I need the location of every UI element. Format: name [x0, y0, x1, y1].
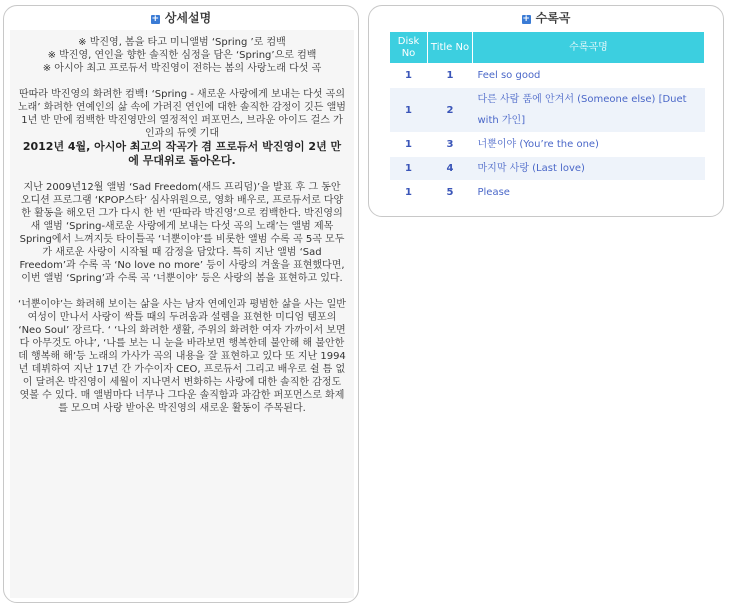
tracklist-panel	[368, 5, 724, 217]
col-title-no: Title No	[428, 32, 473, 64]
table-row	[390, 181, 705, 205]
tracklist-panel-header	[369, 6, 723, 30]
plus-icon: +	[522, 14, 530, 24]
tracklist-table	[389, 31, 705, 205]
headline: 2012년 4월, 아시아 최고의 작곡가 겸 프로듀서 박진영이 2년 만에 무대위로 돌아온다.	[22, 140, 342, 167]
disk-no: 1	[390, 157, 428, 181]
disk-no: 1	[390, 181, 428, 205]
disk-no: 1	[390, 133, 428, 157]
plus-icon: +	[151, 14, 160, 24]
detail-panel-header	[4, 6, 358, 30]
intro-paragraph: 딴따라 박진영의 화려한 컴백! ‘Spring - 새로운 사랑에게 보내는 다섯 곡의 노래’ 화려한 연예인의 삶 속에 가려진 연인에 대한 솔직한 감정이 깃든 앨범 1년 반 만에 컴백한 박진영만의 열정적인 퍼포먼스, 브라운 아이드 걸스 가인과의 듀엣 기대	[18, 89, 346, 139]
track-title-link[interactable]: 마지막 사랑 (Last love)	[473, 157, 705, 181]
table-row	[390, 157, 705, 181]
track-title-link[interactable]: 다른 사람 품에 안겨서 (Someone else) [Duet with 가인]	[473, 88, 705, 133]
table-row	[390, 64, 705, 88]
detail-description	[10, 30, 354, 598]
tracklist-title: 수록곡	[535, 11, 571, 25]
track-title-link[interactable]: 너뿐이야 (You’re the one)	[473, 133, 705, 157]
detail-panel	[3, 5, 359, 603]
tracklist-header-row	[390, 32, 705, 64]
disk-no: 1	[390, 64, 428, 88]
disk-no: 1	[390, 88, 428, 133]
title-no: 5	[428, 181, 473, 205]
track-title-link[interactable]: Feel so good	[473, 64, 705, 88]
body-paragraph-1: 지난 2009년12월 앨범 ‘Sad Freedom(새드 프리덤)’을 발표 후 그 동안 오디션 프로그램 ‘KPOP스타’ 심사위원으로, 영화 배우로, 프로듀서로 다양한 활동을 해오던 그가 다시 한 번 ‘딴따라 박진영’으로 컴백한다. 박진영의 새 앨범 ‘Spring-새로운 사랑에게 보내는 다섯 곡의 노래’는 앨범 제목 Spring에서 느껴지듯 타이틀곡 ‘너뿐이야’를 비롯한 앨범 수록 곡 5곡 모두가 새로운 사랑이 시작될 때 감정을 담았다. 특히 지난 앨범 ‘Sad Freedom’과 수록 곡 ‘No love no more’ 등이 사랑의 겨울을 표현했다면, 이번 앨범 ‘Spring’과 수록 곡 ‘너뿐이야’ 등은 사랑의 봄을 표현하고 있다.	[19, 182, 345, 284]
title-no: 2	[428, 88, 473, 133]
col-track-name: 수록곡명	[473, 32, 705, 64]
table-row	[390, 88, 705, 133]
col-disk-no: Disk No	[390, 32, 428, 64]
title-no: 3	[428, 133, 473, 157]
detail-title: 상세설명	[164, 11, 212, 25]
table-row	[390, 133, 705, 157]
body-paragraph-2: ‘너뿐이야’는 화려해 보이는 삶을 사는 남자 연예인과 평범한 삶을 사는 일반 여성이 만나서 사랑이 싹틀 때의 두려움과 설렘을 표현한 미디엄 템포의 ‘Neo Soul’ 장르다. ‘ ‘나의 화려한 생활, 주위의 화려한 여자 가까이서 보면 다 아무것도 아냐’, ‘나를 보는 니 눈을 바라보면 행복한데 불안해 해 불안한데 행복해 해’등 노래의 가사가 곡의 내용을 잘 표현하고 있다 또 지난 1994년 데뷔하여 지난 17년 간 가수이자 CEO, 프로듀서 그리고 배우로 쉴 틈 없이 달려온 박진영이 세월이 지나면서 변화하는 사랑에 대한 솔직한 감정도 엿볼 수 있다. 매 앨범마다 너무나 그다운 솔직함과 과감한 퍼포먼스로 화제를 모으며 사랑 받아온 박진영의 새로운 활동이 주목된다.	[18, 299, 346, 414]
track-title-link[interactable]: Please	[473, 181, 705, 205]
summary-bullets: ※ 박진영, 봄을 타고 미니앨범 ‘Spring ’로 컴백 ※ 박진영, 연인을 향한 솔직한 심정을 담은 ‘Spring’으로 컴백 ※ 아시아 최고 프로듀서 박진영이 전하는 봄의 사랑노래 다섯 곡	[42, 37, 322, 74]
title-no: 4	[428, 157, 473, 181]
title-no: 1	[428, 64, 473, 88]
